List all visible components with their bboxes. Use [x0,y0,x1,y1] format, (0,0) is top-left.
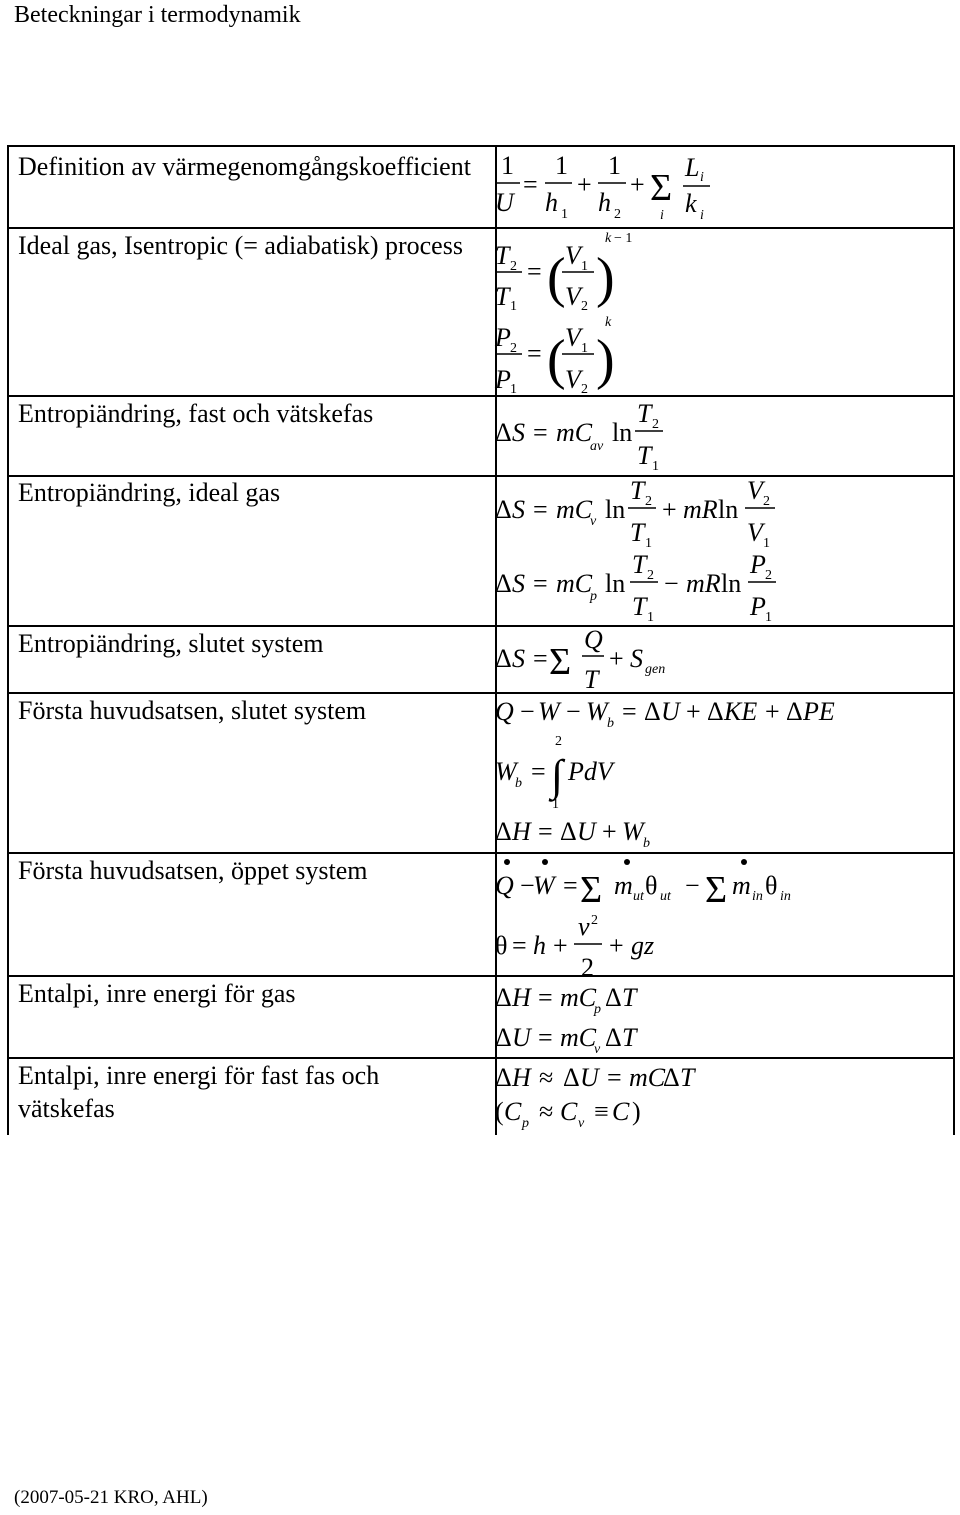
svg-text:+: + [609,931,624,960]
svg-text:b: b [607,716,614,731]
svg-text:gen: gen [645,662,666,677]
svg-text:2: 2 [765,568,772,583]
row-description: Första huvudsatsen, slutet system [18,696,367,725]
svg-text:1: 1 [501,151,514,180]
svg-text:−: − [566,697,581,726]
svg-text:mC: mC [556,418,593,447]
svg-text:− 1: − 1 [614,231,633,246]
svg-text:+: + [602,817,617,846]
svg-text:2: 2 [510,259,517,274]
svg-text:−: − [664,569,679,598]
svg-text:Σ: Σ [549,641,572,683]
svg-text:V: V [565,365,581,394]
svg-text:C: C [504,1097,522,1126]
svg-text:1: 1 [765,610,772,625]
svg-text:i: i [700,170,704,185]
svg-text:P: P [750,550,766,579]
svg-text:−: − [685,871,700,900]
svg-text:v: v [590,514,597,529]
svg-text:mR: mR [686,569,721,598]
svg-text:T: T [632,550,647,579]
svg-text:C: C [560,1097,578,1126]
svg-text:+: + [686,697,701,726]
svg-text:Σ: Σ [705,869,728,911]
svg-text:=: = [531,757,546,786]
svg-text:V: V [747,518,763,547]
svg-text:S: S [512,644,525,673]
svg-text:2: 2 [581,953,594,982]
svg-text:V: V [565,323,581,352]
formula-theta [495,912,654,982]
svg-text:mC: mC [629,1063,666,1092]
svg-text:∫: ∫ [551,751,564,800]
svg-text:S: S [512,418,525,447]
svg-text:=: = [538,983,553,1012]
svg-text:=: = [622,697,637,726]
svg-text:(: ( [547,329,566,391]
svg-text:T: T [630,518,645,547]
svg-text:1: 1 [561,207,568,222]
svg-text:−: − [520,871,535,900]
svg-text:T: T [637,399,652,428]
svg-text:H: H [512,983,531,1012]
svg-text:(: ( [547,247,566,309]
formula-entropy-ideal-gas-p [495,550,776,625]
svg-text:V: V [747,476,763,505]
svg-text:mC: mC [556,569,593,598]
svg-text:ln: ln [721,569,742,598]
svg-text:Q: Q [495,871,514,900]
svg-text:in: in [752,889,763,904]
svg-text:Δ: Δ [786,697,803,726]
svg-text:p: p [594,1002,601,1017]
svg-text:Δ: Δ [563,1063,580,1092]
formula-first-law-open [495,859,791,911]
svg-text:1: 1 [645,536,652,551]
svg-text:): ) [596,329,615,391]
svg-text:1: 1 [581,259,588,274]
svg-text:θ: θ [645,871,658,900]
svg-text:Σ: Σ [650,167,673,209]
svg-text:=: = [607,1063,622,1092]
page-title: Beteckningar i termodynamik [14,2,301,28]
svg-text:Δ: Δ [495,983,512,1012]
svg-text:=: = [533,495,548,524]
footer-note: (2007-05-21 KRO, AHL) [14,1487,208,1508]
svg-text:θ: θ [495,931,508,960]
svg-text:Q: Q [495,697,514,726]
svg-text:Σ: Σ [580,869,603,911]
svg-text:Δ: Δ [644,697,661,726]
svg-text:Δ: Δ [495,1023,512,1052]
svg-text:T: T [495,282,510,311]
svg-text:L: L [685,153,700,182]
svg-text:P: P [495,323,511,352]
svg-text:T: T [630,476,645,505]
svg-text:): ) [632,1097,641,1126]
formula-isentropic-temperature [495,231,632,314]
svg-text:+: + [765,697,780,726]
svg-text:): ) [596,247,615,309]
svg-text:2: 2 [763,494,770,509]
row-description: Ideal gas, Isentropic (= adiabatisk) process [18,231,463,260]
svg-text:2: 2 [647,568,654,583]
svg-text:Δ: Δ [495,418,512,447]
svg-text:av: av [590,439,604,454]
svg-text:2: 2 [581,382,588,397]
svg-text:V: V [565,241,581,270]
svg-text:P: P [495,365,511,394]
svg-text:ut: ut [633,889,644,904]
svg-text:h: h [545,188,558,217]
svg-text:2: 2 [645,494,652,509]
svg-text:p: p [522,1116,529,1131]
svg-text:ln: ln [718,495,739,524]
svg-text:T: T [637,441,652,470]
svg-text:C: C [612,1097,630,1126]
svg-text:h: h [598,188,611,217]
svg-text:=: = [533,644,548,673]
svg-text:U: U [580,1063,599,1092]
svg-text:+: + [630,170,645,199]
svg-text:T: T [584,665,599,694]
svg-text:W: W [622,817,644,846]
formula-first-law-closed [495,697,835,731]
svg-text:≈: ≈ [539,1097,554,1126]
svg-text:k: k [605,231,612,246]
svg-text:=: = [538,817,553,846]
svg-text:H: H [512,817,531,846]
svg-text:i: i [660,208,664,223]
svg-text:=: = [563,871,578,900]
svg-text:−: − [520,697,535,726]
row-description: Entalpi, inre energi för gas [18,979,296,1008]
row-description: Definition av värmegenomgångskoefficient [18,152,471,181]
svg-text:v: v [594,1042,601,1057]
svg-text:+: + [577,170,592,199]
svg-text:T: T [632,592,647,621]
svg-text:U: U [661,697,680,726]
svg-text:i: i [700,208,704,223]
svg-text:Q: Q [584,625,603,654]
svg-text:(: ( [495,1097,504,1126]
svg-text:m: m [614,871,633,900]
svg-text:V: V [565,282,581,311]
svg-text:=: = [527,257,542,286]
svg-text:T: T [622,983,637,1012]
svg-text:v: v [578,1116,585,1131]
svg-text:k: k [605,315,612,330]
svg-text:v: v [578,912,590,941]
svg-text:b: b [515,776,522,791]
svg-text:S: S [512,495,525,524]
svg-text:U: U [495,188,514,217]
svg-text:Δ: Δ [495,644,512,673]
svg-text:+: + [609,644,624,673]
svg-text:Δ: Δ [605,1023,622,1052]
svg-text:≡: ≡ [594,1097,609,1126]
svg-text:2: 2 [510,341,517,356]
svg-text:2: 2 [652,417,659,432]
svg-text:=: = [538,1023,553,1052]
svg-text:+: + [553,931,568,960]
svg-text:1: 1 [763,536,770,551]
svg-text:PE: PE [803,697,835,726]
svg-text:mC: mC [560,983,597,1012]
svg-text:1: 1 [647,610,654,625]
formula-boundary-work [495,734,616,812]
svg-text:Δ: Δ [560,817,577,846]
svg-text:=: = [527,339,542,368]
formula-entropy-closed-system [495,625,665,694]
svg-text:gz: gz [631,931,655,960]
svg-text:ln: ln [605,495,626,524]
formula-enthalpy-closed [495,817,650,851]
svg-text:W: W [586,697,608,726]
svg-text:P: P [750,592,766,621]
svg-text:mR: mR [683,495,718,524]
svg-text:b: b [643,836,650,851]
svg-text:S: S [512,569,525,598]
svg-text:1: 1 [510,299,517,314]
svg-text:+: + [662,495,677,524]
svg-text:T: T [495,241,510,270]
svg-text:H: H [512,1063,531,1092]
svg-text:S: S [630,644,643,673]
svg-text:ln: ln [605,569,626,598]
svg-text:h: h [533,931,546,960]
formula-isentropic-pressure [494,315,615,397]
svg-text:Δ: Δ [495,817,512,846]
svg-text:2: 2 [591,913,598,928]
svg-text:θ: θ [765,871,778,900]
svg-text:1: 1 [552,797,559,812]
svg-text:ln: ln [612,418,633,447]
svg-text:=: = [533,569,548,598]
svg-text:W: W [533,871,555,900]
svg-text:ut: ut [660,889,671,904]
svg-text:Δ: Δ [495,569,512,598]
formula-heat-transfer-coefficient [495,151,710,223]
svg-text:p: p [590,589,597,604]
svg-text:=: = [523,170,538,199]
formula-internal-energy-gas [495,1023,638,1057]
svg-text:≈: ≈ [539,1063,554,1092]
svg-text:Δ: Δ [495,1063,512,1092]
svg-text:Δ: Δ [663,1063,680,1092]
svg-text:W: W [495,757,517,786]
svg-text:1: 1 [555,151,568,180]
formula-solid-liquid-energy [495,1063,696,1131]
row-description: Entropiändring, ideal gas [18,478,281,507]
svg-text:U: U [512,1023,531,1052]
svg-text:1: 1 [510,382,517,397]
svg-text:2: 2 [581,299,588,314]
svg-text:Δ: Δ [707,697,724,726]
svg-text:T: T [622,1023,637,1052]
svg-text:KE: KE [724,697,758,726]
formula-enthalpy-gas [495,983,638,1017]
svg-text:1: 1 [581,341,588,356]
svg-text:1: 1 [608,151,621,180]
formula-entropy-ideal-gas-v [495,476,775,551]
svg-text:PdV: PdV [568,757,613,786]
svg-text:=: = [512,931,527,960]
svg-text:U: U [577,817,596,846]
svg-text:k: k [685,189,697,218]
svg-text:=: = [533,418,548,447]
row-description: Entropiändring, fast och vätskefas [18,399,374,428]
row-description: Entropiändring, slutet system [18,629,324,658]
svg-text:2: 2 [555,734,562,749]
row-description: Entalpi, inre energi för fast fas och vätskefas [18,1061,380,1123]
svg-text:m: m [732,871,751,900]
formula-entropy-solid-liquid [495,399,663,474]
svg-text:T: T [680,1063,695,1092]
svg-text:W: W [538,697,560,726]
svg-text:Δ: Δ [495,495,512,524]
svg-text:1: 1 [652,459,659,474]
svg-text:mC: mC [556,495,593,524]
svg-text:in: in [780,889,791,904]
row-description: Första huvudsatsen, öppet system [18,856,368,885]
svg-text:mC: mC [560,1023,597,1052]
svg-text:2: 2 [614,207,621,222]
svg-text:Δ: Δ [605,983,622,1012]
